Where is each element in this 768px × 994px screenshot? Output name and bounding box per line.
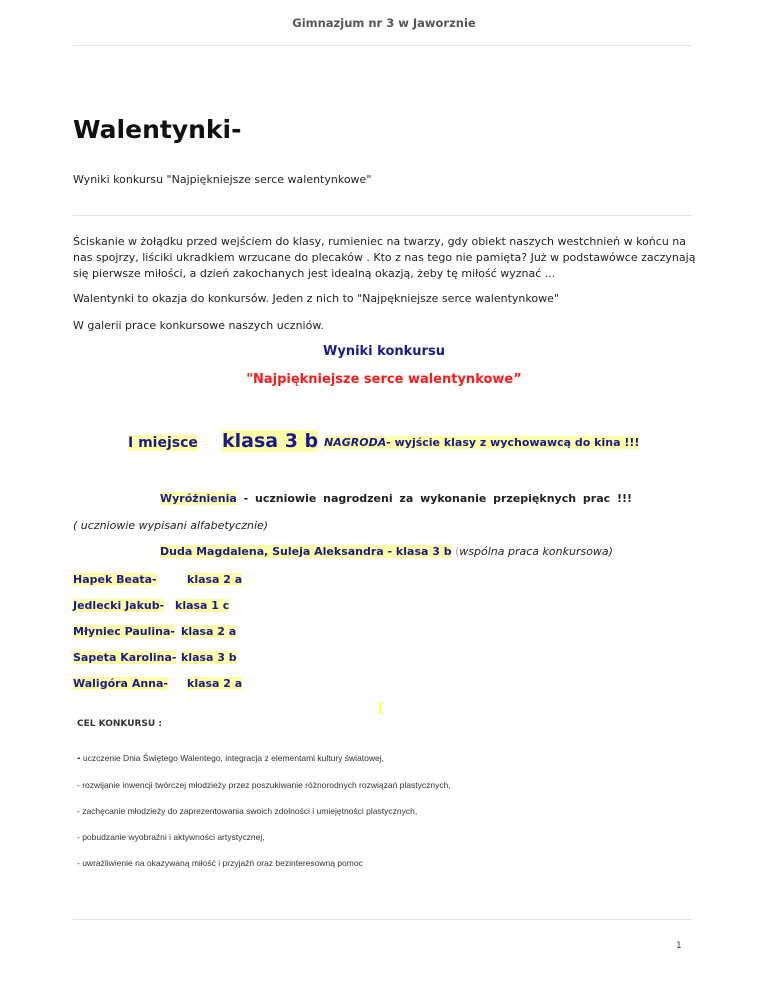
distinctions-label: Wyróżnienia [160,492,237,505]
goal-text: uczczenie Dnia Świętego Walentego, integracja z elementami kultury światowej, [80,753,384,763]
contest-line: Walentynki to okazja do konkursów. Jeden z nich to "Najpękniejsze serce walentynkowe" [73,292,559,305]
student-class: klasa 2 a [187,677,243,690]
footer-divider [73,919,693,920]
distinctions-text: - uczniowie nagrodzeni za wykonanie przepięknych prac !!! [236,492,633,505]
distinctions-line [160,492,632,505]
page-subtitle: Wyniki konkursu "Najpiękniejsze serce walentynkowe" [73,173,372,186]
header-title: Gimnazjum nr 3 w Jaworznie [292,16,476,30]
joint-work-note [455,545,613,558]
first-place-label: I miejsce [128,435,198,451]
goals-heading: CEL KONKURSU : [77,719,162,729]
prize-info [324,436,639,449]
joint-note-paren: ( [455,545,460,558]
goal-dash: - [77,858,80,868]
joint-note-text: wspólna praca konkursowa) [459,545,613,558]
student-name: Waligóra Anna- [73,677,168,690]
results-heading: Wyniki konkursu [323,344,445,359]
prize-text: wyjście klasy z wychowawcą do kina !!! [390,436,640,449]
goal-item [77,832,265,842]
student-class: klasa 3 b [181,651,237,664]
student-name: Młyniec Paulina- [73,625,175,638]
section-divider [73,215,693,216]
goal-dash: - [77,806,80,816]
header-divider [73,45,693,46]
student-name: Sapeta Karolina- [73,651,177,664]
student-class: klasa 1 c [175,599,230,612]
first-place-class: klasa 3 b [222,430,319,452]
highlight-marker [379,702,382,714]
goal-text: rozwijanie inwencji twórczej młodzieży przez poszukiwanie różnorodnych rozwiązań plastycznych, [79,780,451,790]
prize-label: NAGRODA- [324,436,391,449]
intro-paragraph: Ściskanie w żołądku przed wejściem do klasy, rumieniec na twarzy, gdy obiekt naszych westchnień w końcu na nas spojrzy, liściki ukradkiem wrzucane do plecaków . Kto z nas tego nie pamięta? Już w podstawówce zaczynają się pierwsze miłości, a dzień zakochanych jest idealną okazją, żeby tę miłość wyznać ... [73,235,696,280]
goal-text: zachęcanie młodzieży do zaprezentowania swoich zdolności i umiejętności plastycznych, [79,806,418,816]
alphabetical-note: ( uczniowie wypisani alfabetycznie) [73,519,269,532]
goal-dash: - [77,754,81,764]
student-name: Jedlecki Jakub- [73,599,165,612]
goal-item [77,780,451,790]
contest-title: "Najpiękniejsze serce walentynkowe” [246,372,522,387]
goal-item [77,806,417,816]
goal-dash: - [77,832,80,842]
goal-dash: - [77,780,80,790]
student-name: Hapek Beata- [73,573,157,586]
gallery-line: W galerii prace konkursowe naszych uczniów. [73,319,324,332]
page-title: Walentynki- [73,115,242,144]
student-class: klasa 2 a [187,573,243,586]
joint-work-names: Duda Magdalena, Suleja Aleksandra - klasa 3 b [160,545,452,558]
goal-text: uwrażliwienie na okazywaną miłość i przyjaźń oraz bezinteresowną pomoc [79,858,363,868]
goal-item [77,753,384,764]
page-number: 1 [676,941,682,951]
student-class: klasa 2 a [181,625,237,638]
goal-item [77,858,363,868]
goal-text: pobudzanie wyobraźni i aktywności artystycznej, [79,832,265,842]
